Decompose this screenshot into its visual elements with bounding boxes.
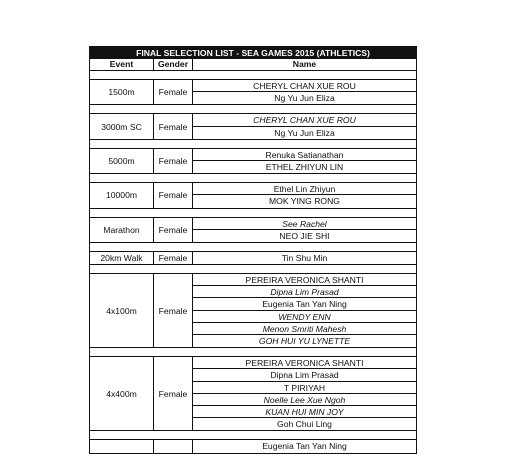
event-group xyxy=(89,80,417,105)
spacer-row xyxy=(89,71,417,80)
gender-cell: Female xyxy=(154,357,193,430)
event-cell: 10000m xyxy=(90,183,154,207)
athlete-name: CHERYL CHAN XUE ROU xyxy=(193,80,416,92)
athlete-name: Ethel Lin Zhiyun xyxy=(193,183,416,195)
athlete-name: Ng Yu Jun Eliza xyxy=(274,127,335,138)
names-cell xyxy=(193,274,416,347)
gender-cell: Female xyxy=(154,252,193,264)
spacer-row xyxy=(89,243,417,252)
event-group xyxy=(89,357,417,431)
event-cell: 20km Walk xyxy=(90,252,154,264)
athlete-name: Noelle Lee Xue Ngoh xyxy=(193,394,416,406)
page-crop-edge xyxy=(0,458,509,462)
athlete-name: PEREIRA VERONICA SHANTI xyxy=(193,357,416,369)
event-group xyxy=(89,218,417,243)
gender-cell: Female xyxy=(154,183,193,207)
spacer-row xyxy=(89,105,417,114)
names-cell xyxy=(193,440,416,452)
event-group xyxy=(89,149,417,174)
spacer-row xyxy=(89,348,417,357)
gender-column-header: Gender xyxy=(154,59,193,70)
selection-list-table xyxy=(89,46,417,454)
name-column-header: Name xyxy=(292,59,317,69)
athlete-name: GOH HUI YU LYNETTE xyxy=(258,336,351,346)
names-cell xyxy=(193,149,416,173)
athlete-name: Dipna Lim Prasad xyxy=(193,286,416,298)
event-group xyxy=(89,440,417,453)
event-cell: 5000m xyxy=(90,149,154,173)
names-cell xyxy=(193,218,416,242)
event-cell: 3000m SC xyxy=(90,114,154,138)
athlete-name: Renuka Satianathan xyxy=(193,149,416,161)
event-group xyxy=(89,183,417,208)
table-title: FINAL SELECTION LIST - SEA GAMES 2015 (ATHLETICS) xyxy=(89,46,417,59)
gender-cell: Female xyxy=(154,80,193,104)
athlete-name: Goh Chui Ling xyxy=(277,419,332,430)
spacer-row xyxy=(89,140,417,149)
names-cell xyxy=(193,252,416,264)
spacer-row xyxy=(89,431,417,440)
event-group xyxy=(89,114,417,139)
athlete-name: Dipna Lim Prasad xyxy=(193,369,416,381)
athlete-name: NEO JIE SHI xyxy=(279,230,330,241)
event-cell: 4x100m xyxy=(90,274,154,347)
event-cell: 1500m xyxy=(90,80,154,104)
athlete-name: ETHEL ZHIYUN LIN xyxy=(265,161,344,172)
spacer-row xyxy=(89,174,417,183)
gender-cell: Female xyxy=(154,149,193,173)
event-group xyxy=(89,252,417,265)
athlete-name: See Rachel xyxy=(193,218,416,230)
athlete-name: Eugenia Tan Yan Ning xyxy=(193,298,416,310)
athlete-name: Tin Shu Min xyxy=(281,252,328,263)
spacer-row xyxy=(89,209,417,218)
athlete-name: MOK YING RONG xyxy=(269,196,340,207)
names-cell xyxy=(193,114,416,138)
athlete-name: Ng Yu Jun Eliza xyxy=(274,93,335,104)
athlete-name: Menon Smriti Mahesh xyxy=(193,323,416,335)
gender-cell: Female xyxy=(154,274,193,347)
athlete-name: CHERYL CHAN XUE ROU xyxy=(193,114,416,126)
gender-cell: Female xyxy=(154,114,193,138)
event-cell: Marathon xyxy=(90,218,154,242)
event-cell xyxy=(90,440,154,452)
athlete-name: WENDY ENN xyxy=(193,311,416,323)
event-column-header: Event xyxy=(90,59,154,70)
event-cell: 4x400m xyxy=(90,357,154,430)
gender-cell xyxy=(154,440,193,452)
table-body xyxy=(89,71,417,454)
athlete-name: KUAN HUI MIN JOY xyxy=(193,406,416,418)
table-header-row xyxy=(89,59,417,71)
names-cell xyxy=(193,183,416,207)
names-cell xyxy=(193,357,416,430)
event-group xyxy=(89,274,417,348)
athlete-name: Eugenia Tan Yan Ning xyxy=(262,441,347,452)
athlete-name: PEREIRA VERONICA SHANTI xyxy=(193,274,416,286)
names-cell xyxy=(193,80,416,104)
gender-cell: Female xyxy=(154,218,193,242)
athlete-name: T PIRIYAH xyxy=(193,382,416,394)
spacer-row xyxy=(89,265,417,274)
